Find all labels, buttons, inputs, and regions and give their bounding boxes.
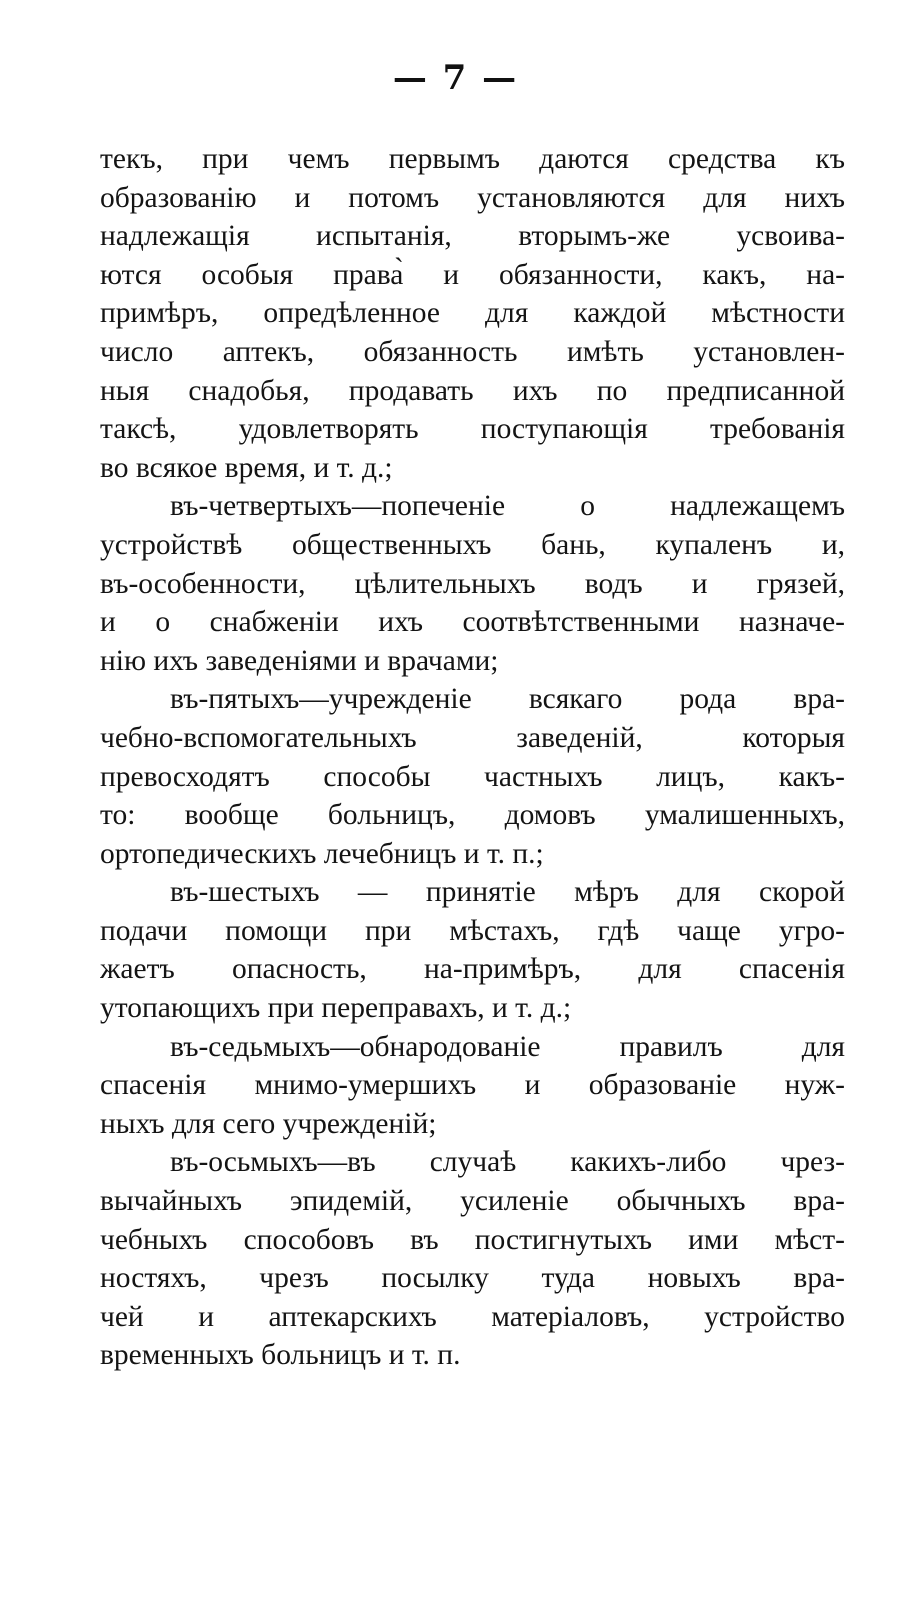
text-line: чей и аптекарскихъ матеріаловъ, устройство: [100, 1300, 845, 1333]
page-number: — 7 —: [392, 58, 519, 98]
text-line: жаетъ опасность, на-примѣръ, для спасенія: [100, 953, 845, 986]
paragraph-pharmacies: [100, 140, 845, 487]
text-line: надлежащія испытанія, вторымъ-же усвоива-: [100, 220, 845, 253]
text-line: ныхъ для сего учрежденій;: [100, 1107, 437, 1140]
text-line: число аптекъ, обязанность имѣть установлен-: [100, 335, 845, 368]
text-line: спасенія мнимо-умершихъ и образованіе нуж-: [100, 1069, 845, 1102]
paragraph-seventh: [100, 1028, 845, 1144]
text-line: въ-шестыхъ — принятіе мѣръ для скорой: [170, 876, 845, 909]
text-line: утопающихъ при переправахъ, и т. д.;: [100, 992, 572, 1025]
text-line: образованію и потомъ установляются для нихъ: [100, 181, 845, 214]
text-line: превосходятъ способы частныхъ лицъ, какъ-: [100, 760, 845, 793]
paragraph-fourth: [100, 487, 845, 680]
text-line: вычайныхъ эпидемій, усиленіе обычныхъ вра-: [100, 1185, 845, 1218]
text-line: то: вообще больницъ, домовъ умалишенныхъ,: [100, 799, 845, 832]
text-line: ются особыя права̀ и обязанности, какъ, на-: [100, 258, 845, 291]
text-line: таксѣ, удовлетворять поступающія требованія: [100, 413, 845, 446]
text-line: въ-седьмыхъ—обнародованіе правилъ для: [170, 1030, 845, 1063]
text-line: и о снабженіи ихъ соотвѣтственными назначе-: [100, 606, 845, 639]
text-line: чебно-вспомогательныхъ заведеній, которыя: [100, 721, 845, 754]
text-line: въ-четвертыхъ—попеченіе о надлежащемъ: [170, 490, 845, 523]
text-line: текъ, при чемъ первымъ даются средства къ: [100, 143, 845, 175]
text-line: временныхъ больницъ и т. п.: [100, 1339, 461, 1372]
text-line: чебныхъ способовъ въ постигнутыхъ ими мѣст-: [100, 1223, 845, 1256]
text-line: примѣръ, опредѣленное для каждой мѣстности: [100, 297, 845, 330]
text-line: ныя снадобья, продавать ихъ по предписанной: [100, 374, 845, 407]
paragraph-eighth: [100, 1143, 845, 1375]
text-line: нію ихъ заведеніями и врачами;: [100, 644, 499, 677]
text-line: въ-пятыхъ—учрежденіе всякаго рода вра-: [170, 683, 845, 716]
paragraph-sixth: [100, 873, 845, 1027]
text-line: подачи помощи при мѣстахъ, гдѣ чаще угро-: [100, 914, 845, 947]
text-line: въ-осьмыхъ—въ случаѣ какихъ-либо чрез-: [170, 1146, 845, 1179]
text-line: въ-особенности, цѣлительныхъ водъ и грязей,: [100, 567, 845, 600]
text-line: ностяхъ, чрезъ посылку туда новыхъ вра-: [100, 1262, 845, 1295]
page-text-body: [100, 140, 845, 1375]
text-line: устройствѣ общественныхъ бань, купаленъ и,: [100, 528, 845, 561]
text-line: во всякое время, и т. д.;: [100, 451, 393, 484]
paragraph-fifth: [100, 680, 845, 873]
text-line: ортопедическихъ лечебницъ и т. п.;: [100, 837, 544, 870]
